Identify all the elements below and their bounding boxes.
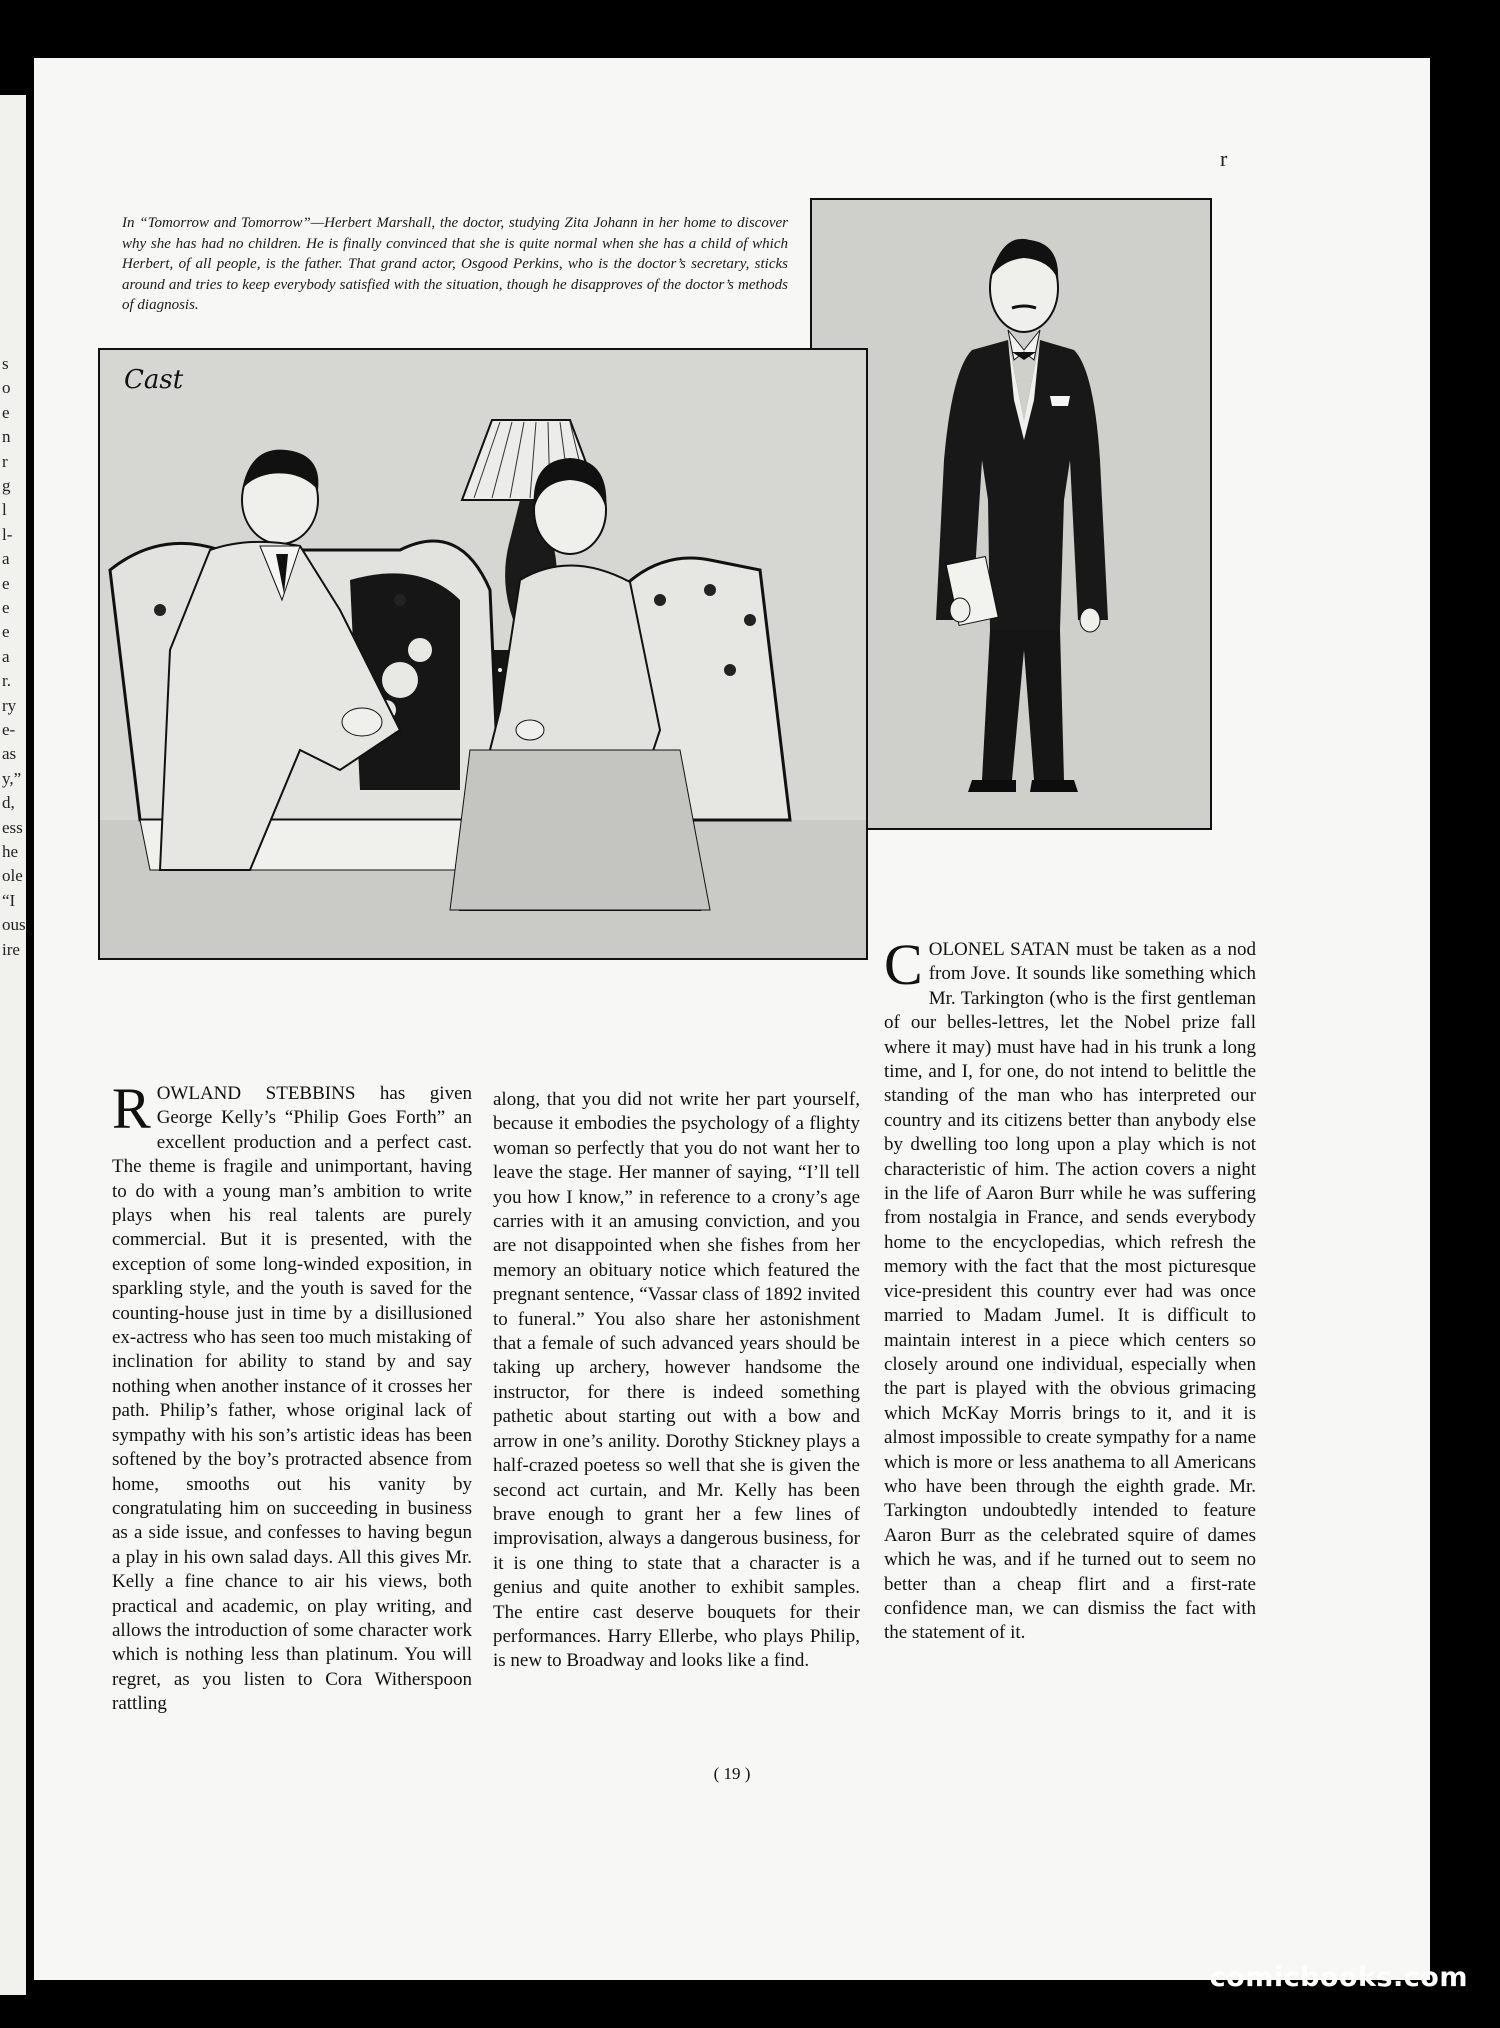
stray-mark: r: [1220, 146, 1228, 171]
edge-fragment: y,”: [2, 768, 22, 788]
doctor-patient-drawing: [100, 350, 866, 958]
edge-fragment: o: [2, 378, 11, 398]
edge-fragment: ess: [2, 817, 23, 837]
magazine-page: [34, 58, 1430, 1980]
site-watermark: comicbooks.com: [1209, 1962, 1468, 1993]
edge-fragment: he: [2, 842, 19, 861]
edge-fragment: e: [2, 622, 10, 642]
page-number: ( 19 ): [713, 1764, 751, 1783]
edge-fragment: e: [2, 402, 10, 422]
illustration-caption: In “Tomorrow and Tomorrow”—Herbert Marshall, the doctor, studying Zita Johann in her home to discover why she has had no children. He is finally convinced that she is quite normal when she has a child of which Herbert, of all people, is the father. That grand actor, Osgood Perkins, who is the doctor’s secretary, sticks around and tries to keep everybody satisfied with the situation, though he disapproves of the doctor’s methods of diagnosis.: [122, 215, 788, 313]
edge-fragment: n: [2, 427, 11, 447]
adjacent-page-edge: [0, 95, 26, 1995]
article-column-2-text: along, that you did not write her part yourself, because it embodies the psychology of a flighty woman so perfectly that you do not want her to leave the stage. Her manner of saying, “I’ll tell you how I know,” in reference to a crony’s age carries with it an amusing conviction, and you are not disappointed when she fishes from her memory an obituary notice which featured the pregnant sentence, “Vassar class of 1892 invited to funeral.” You also share her astonishment that a female of such advanced years should be taking up archery, however handsome the instructor, for there is indeed something pathetic about starting out with a bow and arrow in one’s anility. Dorothy Stickney plays a half-crazed poetess so well that she is given the second act curtain, and Mr. Kelly has been brave enough to grant her a few lines of improvisation, always a dangerous business, for it is one thing to state that a character is a genius and quite another to exhibit samples. The entire cast deserve bouquets for their performances. Harry Ellerbe, who plays Philip, is new to Broadway and looks like a find.: [493, 1089, 860, 1672]
edge-fragment: ry: [2, 695, 17, 715]
edge-fragment: a: [2, 549, 10, 569]
edge-fragment: ire: [2, 939, 20, 959]
edge-fragment: e: [2, 573, 10, 593]
edge-fragment: a: [2, 646, 10, 666]
edge-fragment: ole: [2, 866, 23, 886]
edge-fragment: “I: [2, 890, 16, 910]
drop-cap-r: R: [112, 1076, 151, 1141]
article-column-3-text: OLONEL SATAN must be taken as a nod from Jove. It sounds like something which Mr. Tarkington (who is the first gentleman of our belles-lettres, let the Nobel prize fall where it may) must have had in his trunk a long time, and I, for one, do not intend to belittle the standing of the man who has interpreted our country and its citizens better than anybody else by dwelling too long upon a play which is not characteristic of him. The action covers a night in the life of Aaron Burr while he was suffering from nostalgia in France, and sends everybody home to the encyclopedias, which refresh the memory with the fact that the most picturesque vice-president this country ever had was once married to Madam Jumel. It is difficult to maintain interest in a piece which centers so closely around one individual, especially when the part is played with the obvious grimacing which McKay Morris brings to it, and it is almost impossible to create sympathy for a name which is more or less anathema to all Americans who have been through the eighth grade. Mr. Tarkington undoubtedly intended to feature Aaron Burr as the celebrated squire of dames which he was, and if he turned out to seem no better than a cheap flirt and a first-rate confidence man, we can dismiss the fact with the statement of it.: [884, 939, 1256, 1644]
illustration-doctor-and-patient: [98, 348, 868, 960]
edge-fragment: as: [2, 744, 17, 764]
edge-fragment: g: [2, 476, 11, 495]
edge-fragment: r: [2, 451, 8, 471]
edge-fragment: s: [2, 354, 9, 373]
illustration-standing-man: [810, 198, 1212, 830]
edge-fragment: e-: [2, 720, 16, 739]
illustration-signature: Cast: [124, 365, 184, 395]
edge-fragment: l-: [2, 524, 13, 544]
article-column-1-text: OWLAND STEBBINS has given George Kelly’s “Philip Goes Forth” an excellent production and a perfect cast. The theme is fragile and unimportant, having to do with a young man’s ambition to write plays when his real talents are purely commercial. But it is presented, with the exception of some long-winded exposition, in sparkling style, and the youth is saved for the counting-house just in time by a disillusioned ex-actress who has seen too much mistaking of inclination for ability to stand by and say nothing when another instance of it crosses her path. Philip’s father, whose original lack of sympathy with his son’s artistic ideas has been softened by the boy’s protracted absence from home, smooths out his vanity by congratulating him on succeeding in business as a side issue, and confesses to having begun a play in his own salad days. All this gives Mr. Kelly a fine chance to air his views, both practical and academic, on play writing, and allows the introduction of some character work which is nothing less than platinum. You will regret, as you listen to Cora Witherspoon rattling: [112, 1083, 472, 1715]
edge-fragment: ous: [2, 915, 26, 935]
article-column-2: [493, 1088, 860, 1674]
article-column-3: [884, 932, 1256, 1646]
standing-man-drawing: [812, 200, 1210, 828]
article-column-1: [112, 1076, 472, 1717]
edge-fragment: d,: [2, 793, 15, 813]
edge-fragment: r.: [2, 671, 11, 691]
edge-fragment: l: [2, 500, 7, 520]
edge-fragment: e: [2, 598, 10, 617]
drop-cap-c: C: [884, 932, 923, 997]
